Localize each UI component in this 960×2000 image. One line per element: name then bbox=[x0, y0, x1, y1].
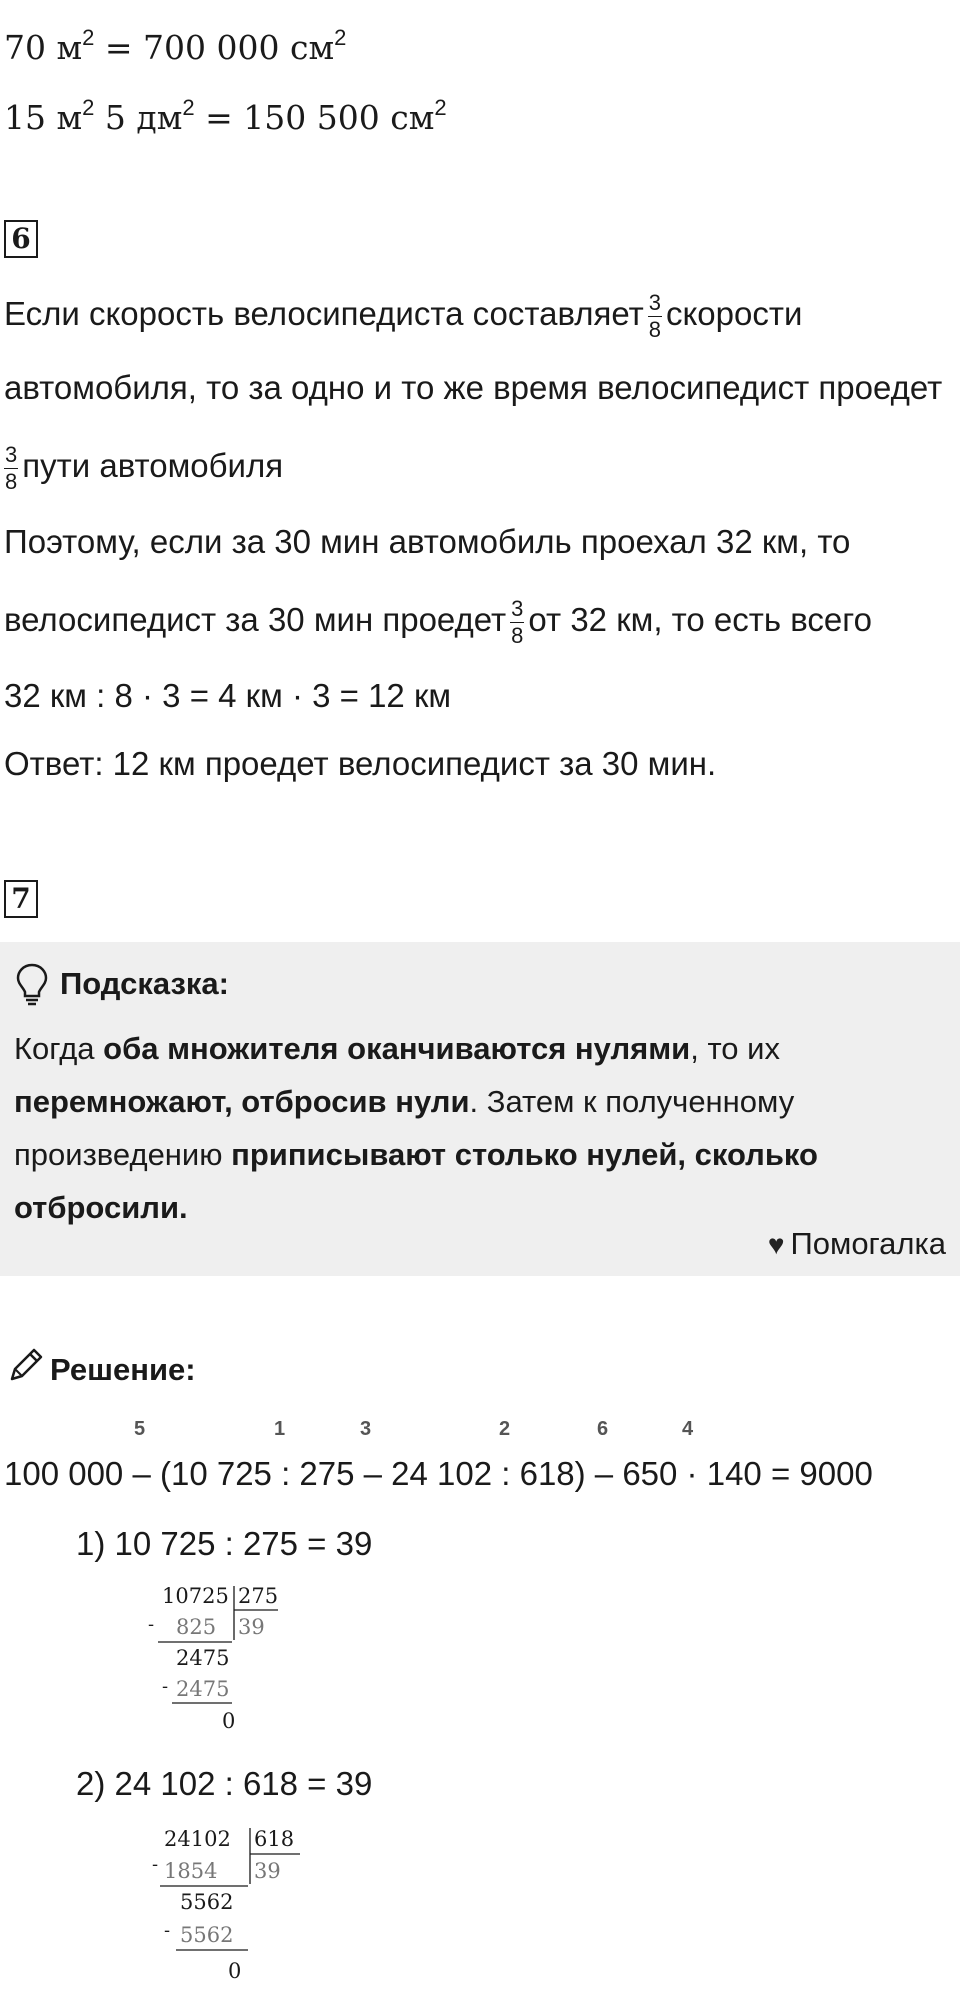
frac-num: 3 bbox=[5, 442, 18, 467]
conv2-exp3: 2 bbox=[434, 95, 447, 120]
order-number: 4 bbox=[682, 1418, 694, 1440]
solution-title: Решение: bbox=[50, 1352, 196, 1387]
hint-title: Подсказка: bbox=[60, 966, 229, 1001]
minus-sign: - bbox=[162, 1676, 169, 1697]
minus-sign: - bbox=[152, 1854, 159, 1875]
frac-num: 3 bbox=[648, 290, 661, 315]
conv1-exp1: 2 bbox=[82, 25, 95, 50]
conv2-b: 5 дм bbox=[94, 98, 183, 137]
div2-rem1: 5562 bbox=[180, 1890, 234, 1914]
hint-brand[interactable] bbox=[768, 1226, 946, 1262]
task6-text-1b: скорости bbox=[665, 295, 803, 333]
frac-den: 8 bbox=[648, 317, 661, 342]
task6-line-3 bbox=[4, 444, 283, 493]
task6-text-5b: от 32 км, то есть всего bbox=[528, 601, 872, 639]
task6-line-2: автомобиля, то за одно и то же время велосипедист проедет bbox=[4, 369, 943, 406]
hint-bold-2: перемножают, отбросив нули bbox=[14, 1084, 470, 1119]
minus-sign: - bbox=[148, 1614, 155, 1635]
task6-text-1a: Если скорость велосипедиста составляет bbox=[4, 295, 644, 333]
task6-text-5a: велосипедист за 30 мин проедет bbox=[4, 601, 507, 639]
solution-expression: 100 000 – (10 725 : 275 – 24 102 : 618) – 650 · 140 = 9000 bbox=[4, 1455, 873, 1492]
lightbulb-icon bbox=[14, 962, 50, 1006]
div2-sub2: 5562 bbox=[180, 1923, 234, 1947]
conv2-a: 15 м bbox=[4, 98, 83, 137]
div2-dividend: 24102 bbox=[164, 1827, 231, 1851]
conv2-exp1: 2 bbox=[82, 95, 95, 120]
order-number: 2 bbox=[499, 1418, 511, 1440]
hint-text-2: , то их bbox=[690, 1031, 780, 1066]
task6-line-5 bbox=[4, 598, 872, 647]
order-number: 5 bbox=[134, 1418, 146, 1440]
hint-text-1: Когда bbox=[14, 1031, 104, 1066]
hint-bold-1: оба множителя оканчиваются нулями bbox=[103, 1031, 691, 1066]
long-division-1 bbox=[140, 1582, 320, 1742]
task6-text-3: пути автомобиля bbox=[22, 447, 284, 485]
div2-quotient: 39 bbox=[254, 1859, 281, 1883]
minus-sign: - bbox=[164, 1920, 171, 1941]
task-number-7: 7 bbox=[4, 880, 38, 918]
conversion-line-2 bbox=[4, 95, 447, 138]
div2-rem2: 0 bbox=[228, 1959, 242, 1983]
conv1-b: = 700 000 см bbox=[94, 28, 335, 67]
div1-quotient: 39 bbox=[238, 1615, 265, 1639]
div1-sub2: 2475 bbox=[176, 1677, 230, 1701]
order-number: 6 bbox=[597, 1418, 609, 1440]
brand-label: Помогалка bbox=[790, 1226, 946, 1261]
task6-line-4: Поэтому, если за 30 мин автомобиль проехал 32 км, то bbox=[4, 523, 851, 560]
frac-den: 8 bbox=[511, 623, 524, 648]
step-2: 2) 24 102 : 618 = 39 bbox=[76, 1765, 373, 1802]
hint-body bbox=[14, 1022, 934, 1234]
div1-rem2: 0 bbox=[222, 1709, 236, 1733]
div1-rem1: 2475 bbox=[176, 1646, 230, 1670]
hint-box bbox=[0, 942, 960, 1276]
fraction-3-8 bbox=[4, 444, 18, 493]
div2-sub1: 1854 bbox=[164, 1859, 218, 1883]
hint-bold-3: приписывают столько нулей, сколько отбросили. bbox=[14, 1137, 818, 1225]
heart-icon: ♥ bbox=[767, 1229, 785, 1260]
order-number: 1 bbox=[274, 1418, 286, 1440]
order-number: 3 bbox=[360, 1418, 372, 1440]
task6-line-6: 32 км : 8 · 3 = 4 км · 3 = 12 км bbox=[4, 677, 452, 714]
frac-den: 8 bbox=[5, 469, 18, 494]
conv1-exp2: 2 bbox=[334, 25, 347, 50]
div1-divisor: 275 bbox=[238, 1584, 279, 1608]
conversion-line-1 bbox=[4, 25, 347, 68]
conv1-a: 70 м bbox=[4, 28, 83, 67]
pencil-icon bbox=[6, 1345, 46, 1385]
fraction-3-8 bbox=[510, 598, 524, 647]
div2-divisor: 618 bbox=[254, 1827, 295, 1851]
conv2-c: = 150 500 см bbox=[194, 98, 435, 137]
fraction-3-8 bbox=[648, 292, 662, 341]
long-division-2 bbox=[150, 1824, 330, 1994]
task6-line-1 bbox=[4, 292, 802, 341]
task6-answer: Ответ: 12 км проедет велосипедист за 30 мин. bbox=[4, 745, 717, 782]
frac-num: 3 bbox=[511, 596, 524, 621]
hint-text-3: . Затем к полученному произведению bbox=[14, 1084, 795, 1172]
step-1: 1) 10 725 : 275 = 39 bbox=[76, 1525, 373, 1562]
div1-dividend: 10725 bbox=[162, 1584, 229, 1608]
div1-sub1: 825 bbox=[176, 1615, 217, 1639]
conv2-exp2: 2 bbox=[182, 95, 195, 120]
task-number-6: 6 bbox=[4, 220, 38, 258]
